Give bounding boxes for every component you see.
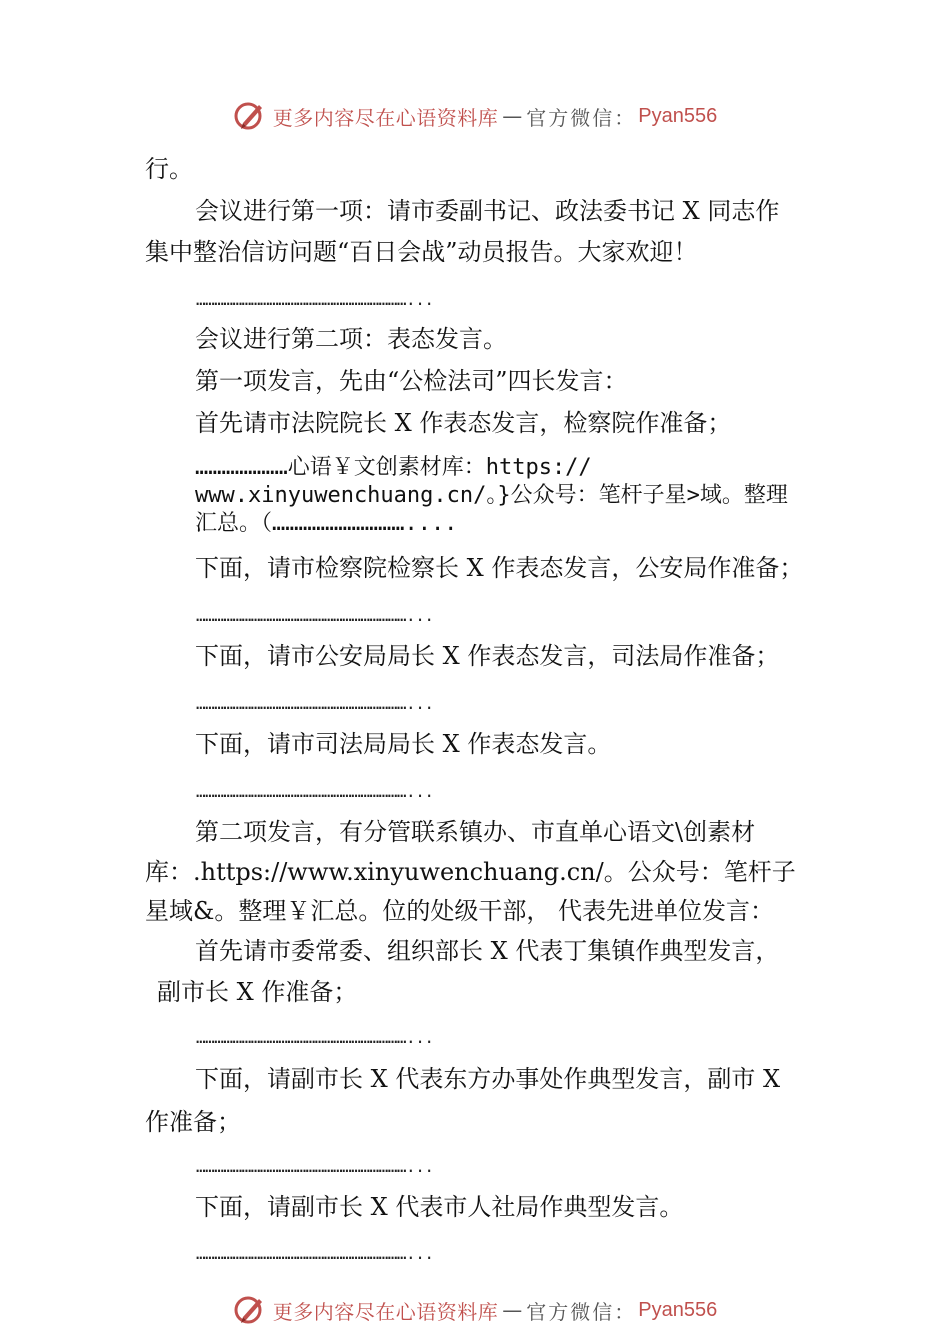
banner-text: 更多内容尽在心语资料库 xyxy=(272,1299,499,1324)
text-line: 会议进行第二项：表态发言。 xyxy=(195,325,507,353)
banner-label: 官方微信： xyxy=(526,105,637,130)
text-line: 下面，请副市长 X 代表东方办事处作典型发言，副市 X xyxy=(195,1065,781,1093)
ellipsis-line: ……………………………………………………………... xyxy=(196,782,434,801)
text-line: 第二项发言，有分管联系镇办、市直单心语文\创素材 xyxy=(195,818,756,846)
text-line: 下面，请市检察院检察长 X 作表态发言，公安局作准备； xyxy=(195,554,804,582)
text-line: 作准备； xyxy=(145,1108,241,1136)
header-banner xyxy=(0,96,950,136)
text-line: www.xinyuwenchuang.cn/。}公众号：笔杆子星>域。整理 xyxy=(195,483,788,508)
banner-account: Pyan556 xyxy=(638,1298,718,1321)
ellipsis-line: ……………………………………………………………... xyxy=(196,290,434,309)
ellipsis-line: ……………………………………………………………... xyxy=(196,1028,434,1047)
ellipsis-line: ……………………………………………………………... xyxy=(196,1244,434,1263)
text-line: 星域&。整理￥汇总。位的处级干部， 代表先进单位发言： xyxy=(145,897,774,925)
banner-text: 更多内容尽在心语资料库 xyxy=(272,105,499,130)
pen-logo-icon xyxy=(233,99,267,133)
footer-banner xyxy=(0,1290,950,1330)
text-line: …………………心语￥文创素材库：https:// xyxy=(195,455,592,480)
banner-account: Pyan556 xyxy=(638,104,718,127)
text-line: 集中整治信访问题“百日会战”动员报告。大家欢迎！ xyxy=(145,238,698,266)
text-line: 下面，请市公安局局长 X 作表态发言，司法局作准备； xyxy=(195,642,780,670)
text-line: 汇总。（………………………….... xyxy=(195,511,458,536)
banner-dash: — xyxy=(502,104,523,128)
ellipsis-line: ……………………………………………………………... xyxy=(196,1157,434,1176)
banner-label: 官方微信： xyxy=(526,1299,637,1324)
text-line: 首先请市委常委、组织部长 X 代表丁集镇作典型发言， xyxy=(195,937,780,965)
ellipsis-line: ……………………………………………………………... xyxy=(196,694,434,713)
text-line: 下面，请副市长 X 代表市人社局作典型发言。 xyxy=(195,1193,684,1221)
text-line: 下面，请市司法局局长 X 作表态发言。 xyxy=(195,730,612,758)
banner-dash: — xyxy=(502,1298,523,1322)
text-line: 库：.https://www.xinyuwenchuang.cn/。公众号：笔杆子 xyxy=(145,858,796,886)
text-line: 第一项发言，先由“公检法司”四长发言： xyxy=(195,367,628,395)
text-line: 会议进行第一项：请市委副书记、政法委书记 X 同志作 xyxy=(195,197,780,225)
text-line: 副市长 X 作准备； xyxy=(157,978,358,1006)
text-line: 首先请市法院院长 X 作表态发言，检察院作准备； xyxy=(195,409,732,437)
pen-logo-icon xyxy=(233,1293,267,1327)
ellipsis-line: ……………………………………………………………... xyxy=(196,606,434,625)
text-line: 行。 xyxy=(145,155,193,183)
